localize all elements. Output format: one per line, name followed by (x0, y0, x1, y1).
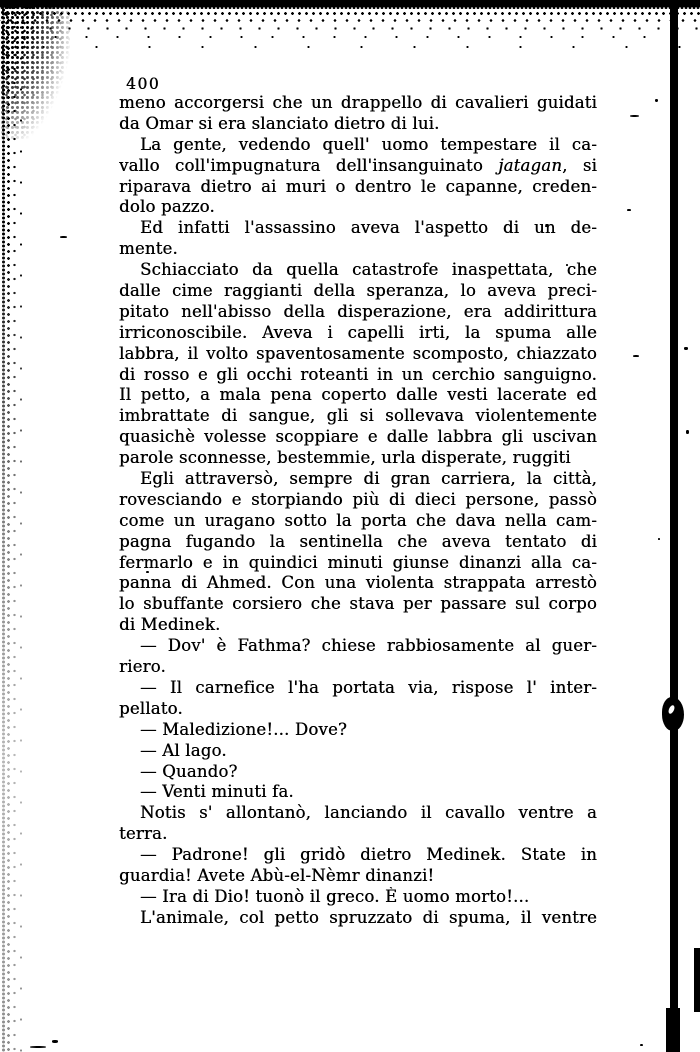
text-line: — Dov' è Fathma? chiese rabbiosamente al guer- (140, 636, 597, 656)
scan-noise-top-left-corner (0, 0, 70, 140)
text-line: — Padrone! gli gridò dietro Medinek. State in (140, 845, 597, 865)
text-line: lo sbuffante corsiero che stava per passare sul corpo (119, 594, 597, 614)
ink-speck (52, 1040, 58, 1043)
ink-speck (686, 430, 689, 434)
text-line: di Medinek. (119, 615, 221, 635)
ink-speck (655, 99, 658, 102)
ink-speck (640, 1044, 643, 1046)
text-line: di rosso e gli occhi roteanti in un cerchio sanguigno. (119, 364, 597, 384)
text-line: Notis s' allontanò, lanciando il cavallo ventre a (140, 803, 597, 823)
ink-speck (630, 115, 639, 117)
text-line: Egli attraversò, sempre di gran carriera, la città, (140, 469, 597, 489)
ink-speck (627, 209, 631, 211)
scan-noise-right-bottom-edge (694, 948, 700, 1012)
text-line: — Ira di Dio! tuonò il greco. È uomo morto!... (140, 886, 530, 906)
text-line: pagna fugando la sentinella che aveva tentato di (119, 531, 597, 551)
text-line: — Venti minuti fa. (140, 782, 294, 802)
text-line: panna di Ahmed. Con una violenta strappata arrestò (119, 573, 597, 593)
ink-speck (30, 1046, 46, 1048)
binding-rule-bottom-widening (666, 1008, 680, 1052)
text-line: come un uragano sotto la porta che dava nella cam- (119, 510, 597, 530)
text-line: labbra, il volto spaventosamente scomposto, chiazzato (119, 343, 597, 363)
text-line: Il petto, a mala pena coperto dalle vesti lacerate ed (119, 385, 597, 405)
text-line: — Quando? (140, 761, 238, 781)
text-line: parole sconnesse, bestemmie, urla disperate, ruggiti (119, 448, 571, 468)
text-line: rovesciando e storpiando più di dieci persone, passò (119, 489, 597, 509)
text-line: dalle cime raggianti della speranza, lo aveva preci- (119, 281, 597, 301)
text-line: — Maledizione!... Dove? (140, 719, 347, 739)
text-line: vallo coll'impugnatura dell'insanguinato jatagan, si (119, 155, 597, 175)
text-line: dolo pazzo. (119, 197, 215, 217)
ink-speck (658, 538, 660, 540)
text-line: pellato. (119, 698, 183, 718)
text-line: irriconoscibile. Aveva i capelli irti, la spuma alle (119, 322, 597, 342)
text-line: — Al lago. (140, 740, 227, 760)
scan-noise-top-edge (0, 0, 700, 48)
text-line: L'animale, col petto spruzzato di spuma, il ventre (140, 907, 597, 927)
ink-speck (633, 355, 639, 357)
text-line: terra. (119, 824, 168, 844)
page-binding-rule (670, 0, 678, 1052)
text-line: fermarlo e in quindici minuti giunse dinanzi alla ca- (119, 552, 597, 572)
text-line: meno accorgersi che un drappello di cavalieri guidati (119, 93, 597, 112)
text-line: Schiacciato da quella catastrofe inaspettata, che (140, 260, 597, 280)
text-line: La gente, vedendo quell' uomo tempestare il ca- (140, 134, 597, 154)
text-line: mente. (119, 239, 178, 259)
ink-blot-on-rule (662, 697, 684, 731)
text-line: imbrattate di sangue, gli si sollevava violentemente (119, 406, 597, 426)
text-line: guardia! Avete Abù-el-Nèmr dinanzi! (119, 865, 435, 885)
text-line: riero. (119, 657, 166, 677)
text-line: da Omar si era slanciato dietro di lui. (119, 113, 440, 133)
ink-speck (60, 236, 67, 238)
text-line: Ed infatti l'assassino aveva l'aspetto di un de- (140, 218, 597, 238)
text-line: riparava dietro ai muri o dentro le capanne, creden- (119, 176, 597, 196)
text-block (119, 93, 597, 929)
text-line: quasichè volesse scoppiare e dalle labbra gli uscivan (119, 427, 597, 447)
ink-speck (684, 347, 688, 350)
scan-noise-left-edge (0, 0, 26, 1052)
text-line: pitato nell'abisso della disperazione, era addirittura (119, 301, 597, 321)
text-line: — Il carnefice l'ha portata via, rispose l' inter- (140, 677, 597, 697)
page-number: 400 (126, 75, 161, 93)
